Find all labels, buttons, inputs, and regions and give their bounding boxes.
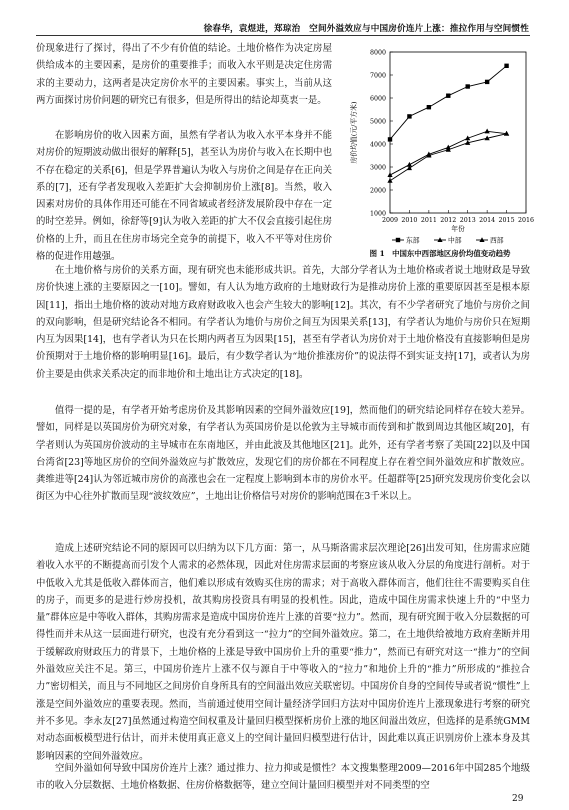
series-1-point (446, 94, 450, 98)
series-1-point (427, 105, 431, 109)
series-1-point (504, 64, 508, 68)
x-tick-label: 2010 (401, 217, 418, 224)
series-line-2 (390, 134, 507, 181)
y-tick-label: 6000 (369, 95, 386, 103)
house-price-chart (342, 40, 538, 265)
series-1-point (485, 80, 489, 84)
y-tick-label: 3000 (369, 164, 386, 172)
y-tick-label: 8000 (369, 49, 386, 57)
y-tick-label: 5000 (369, 118, 386, 126)
x-tick-label: 2013 (459, 217, 476, 224)
y-tick-label: 2000 (369, 187, 386, 195)
paragraph-1: 价现象进行了探讨，得出了不少有价值的结论。土地价格作为决定房屋供给成本的主要因素，是房价的重要推手；而收入水平则是决定住房需求的主要动力，这两者是决定房价水平的主要因素。事实上，当前从这两方面探讨房价问题的研究已有很多，但是所得出的结论却莫衷一是。 (36, 43, 332, 106)
x-tick-label: 2014 (479, 217, 496, 224)
x-tick-label: 2009 (381, 217, 399, 224)
header-rule (36, 35, 530, 36)
x-tick-label: 2016 (517, 217, 535, 224)
legend-marker (396, 238, 400, 242)
y-tick-label: 7000 (369, 72, 386, 80)
paragraph-6: 空间外溢如何导致中国房价连片上涨？通过推力、拉力抑或是惯性？本文搜集整理2009—2016年中国285个地级市的收入分层数据、土地价格数据、住房价格数据等，建立空间计量回归模型并对不同类型的空 (36, 763, 530, 792)
page-number: 29 (512, 794, 524, 804)
x-tick-label: 2015 (498, 217, 515, 224)
y-tick-label: 4000 (369, 141, 386, 149)
series-3-point (387, 172, 392, 177)
legend-label: 东部 (406, 236, 420, 245)
paragraph-4: 值得一提的是，有学者开始考虑房价及其影响因素的空间外溢效应[19]，然而他们的研究结论同样存在较大差异。譬如，同样是以英国房价为研究对象，有学者认为英国房价是以伦敦为主导城市而传到和扩散到周边其他区域[20]，有学者则认为英国房价波动的主导城市在东南地区，并由此波及其他地区[21]。此外，还有学者考察了美国[22]以及中国台湾省[23]等地区房价的空间外溢效应与扩散效应，发现它们的房价都在不同程度上存在着空间外溢效应和扩散效应。龚维进等[24]认为邻近城市房价的高涨也会在一定程度上影响到本市的房价水平。任超群等[25]研究发现房价变化会以街区为中心往外扩散而呈现“波纹效应”，土地出让价格信号对房价的影响范围在3千米以上。 (36, 405, 530, 503)
figure-caption: 图 1 中国东中西部地区房价均值变动趋势 (369, 249, 511, 258)
legend-label: 中部 (448, 236, 462, 245)
series-3-point (485, 129, 490, 134)
x-axis-label: 年份 (451, 225, 465, 233)
plot-frame (390, 52, 526, 213)
legend (392, 236, 504, 245)
series-3-point (407, 162, 412, 167)
series-2-point (387, 178, 392, 183)
legend-label: 西部 (490, 236, 504, 245)
paragraph-5: 造成上述研究结论不同的原因可以归纳为以下几方面：第一，从马斯洛需求层次理论[26]出发可知，住房需求应随着收入水平的不断提高而引发个人需求的必然体现，因此对住房需求层面的考察应该从收入分层的角度进行剖析。对于中低收入尤其是低收入群体而言，他们难以形成有效购买住房的需求；对于高收入群体而言，他们往往不需要购买自住的房子，而更多的是进行炒房投机，故其购房投资具有明显的投机性。因此，造成中国住房需求快速上升的“中坚力量”群体应是中等收入群体，其购房需求是造成中国房价连片上涨的首要“拉力”。然而，现有研究囿于收入分层数据的可得性而并未从这一层面进行研究，也没有充分看到这一“拉力”的空间外溢效应。第二，在土地供给被地方政府垄断并用于缓解政府财政压力的背景下，土地价格的上涨是导致中国房价上升的重要“推力”，然而已有研究对这一“推力”的空间外溢效应关注不足。第三，中国房价连片上涨不仅与源自于中等收入的“拉力”和地价上升的“推力”所形成的“推拉合力”密切相关，而且与不同地区之间房价自身所具有的空间溢出效应关联密切。中国房价自身的空间传导或者说“惯性”上涨是空间外溢效应的重要表现。然而，当前通过使用空间计量经济学回归方法对中国房价连片上涨现象进行考察的研究并不多见。李永友[27]虽然通过构造空间权重及计量回归模型探析房价上涨的地区间溢出效应，但选择的是系统GMM对动态面板模型进行估计，而并未使用真正意义上的空间计量回归模型进行估计，因此难以真正识别房价上涨本身及其影响因素的空间外溢效应。 (36, 543, 530, 762)
series-1-point (407, 114, 411, 118)
paragraph-2: 在影响房价的收入因素方面，虽然有学者认为收入水平本身并不能对房价的短期波动做出很好的解释[5]，甚至认为房价与收入在长期中也不存在稳定的关系[6]，但是学界普遍认为收入与房价之间是存在正向关系的[7]，还有学者发现收入差距扩大会抑制房价上涨[8]。当然，收入因素对房价的具体作用还可能在不同省域或者经济发展阶段中存在一定的时空差异。例如，徐舒等[9]认为收入差距的扩大不仅会直接引起住房价格的上升，而且在住房市场完全竞争的前提下，收入不平等对住房价格的促进作用越强。 (36, 130, 332, 263)
series-1-point (466, 84, 470, 88)
y-tick-label: 1000 (369, 210, 386, 218)
y-axis-label: 房价均值(元/平方米) (350, 101, 358, 164)
x-tick-label: 2011 (420, 217, 437, 224)
x-tick-label: 2012 (440, 217, 457, 224)
running-header: 徐春华，袁煜进，郑琼治 空间外溢效应与中国房价连片上涨：推拉作用与空间惯性 (203, 24, 529, 34)
series-line-1 (390, 66, 507, 140)
series-1-point (388, 137, 392, 141)
paragraph-3: 在土地价格与房价的关系方面，现有研究也未能形成共识。首先，大部分学者认为土地价格或者说土地财政是导致房价快速上涨的主要原因之一[10]。譬如，有人认为地方政府的土地财政行为是推动房价上涨的重要原因甚至是根本原因[11]，指出土地价格的波动对地方政府财政收入也会产生较大的影响[12]。其次，有不少学者研究了地价与房价之间的双向影响，但是研究结论各不相同。有学者认为地价与房价之间互为因果关系[13]，有学者认为地价与房价只在短期内互为因果[14]，也有学者认为只在长期内两者互为因果[15]，甚至有学者认为房价对于土地价格没有直接影响但是房价预期对于土地价格的影响明显[16]。最后，有少数学者认为“地价推涨房价”的说法得不到实证支持[17]，或者认为房价主要是由供求关系决定的而非地价和土地出让方式决定的[18]。 (36, 265, 530, 380)
